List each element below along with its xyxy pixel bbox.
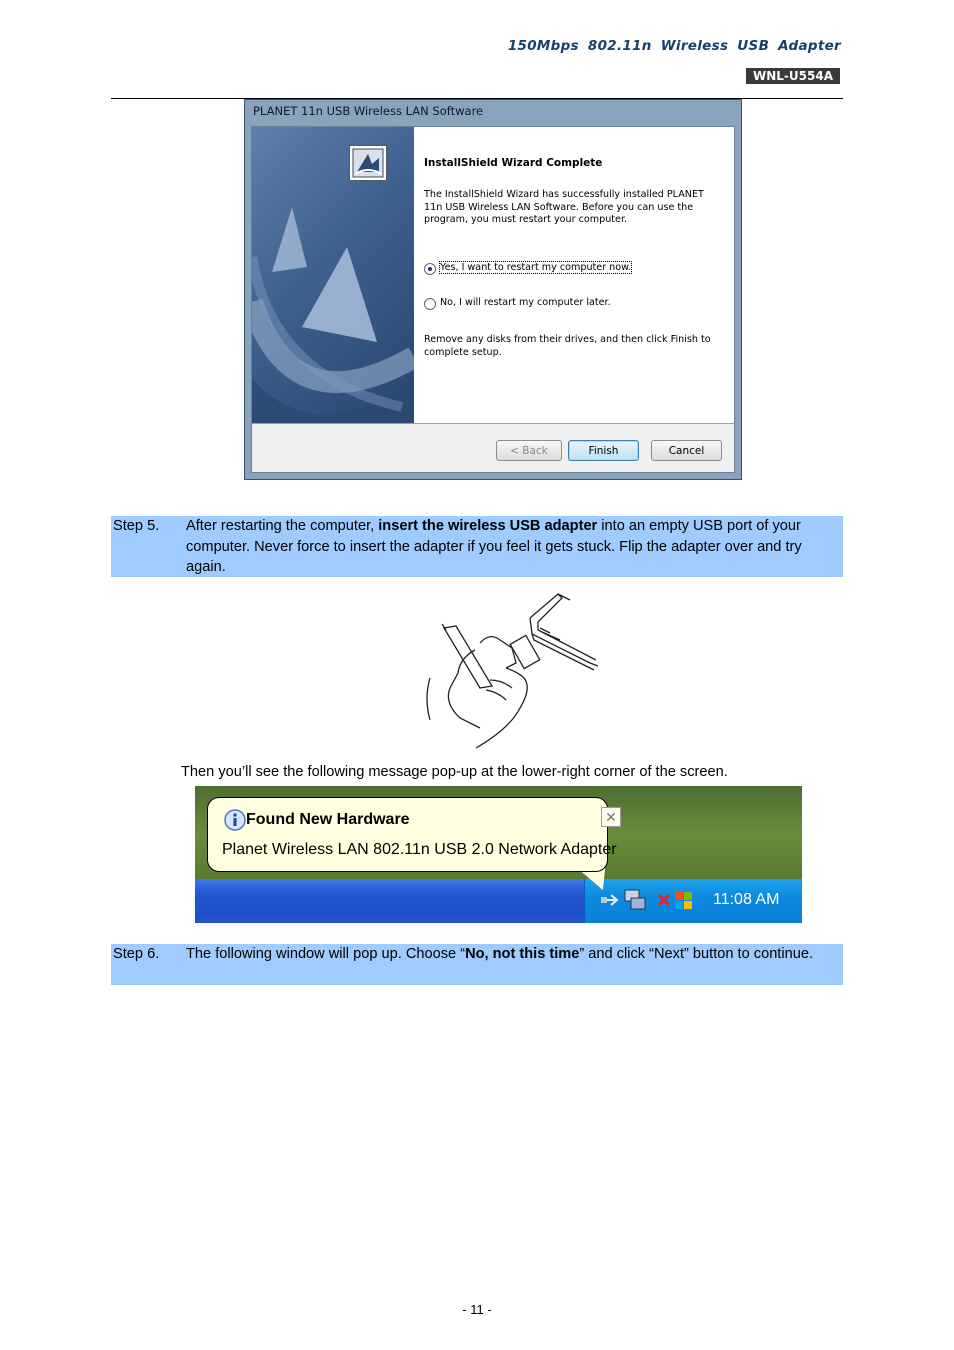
network-icon [625,890,645,909]
restart-now-radio[interactable] [424,263,436,275]
network-error-icon [659,895,669,905]
wizard-content [414,127,734,423]
usb-insert-illustration [420,588,605,753]
model-badge: WNL-U554A [746,68,840,84]
popup-note: Then you’ll see the following message pop-up at the lower-right corner of the screen. [181,764,728,780]
close-icon[interactable]: ✕ [601,807,621,827]
remove-disks-note: Remove any disks from their drives, and then click Finish to complete setup. [424,334,711,358]
step-5-box [111,516,843,577]
step-6-text-bold: No, not this time [465,946,580,962]
step-5-number: Step 5. [113,518,160,534]
restart-later-radio[interactable] [424,298,436,310]
cancel-button[interactable]: Cancel [651,440,722,461]
installshield-window [244,99,742,480]
step-6-number: Step 6. [113,946,160,962]
wizard-side-banner [252,127,414,423]
wizard-heading: InstallShield Wizard Complete [424,157,603,169]
step-5-text-a: After restarting the computer, [186,518,379,534]
back-button[interactable]: < Back [496,440,562,461]
sail-graphic [252,127,414,423]
taskbar-clock: 11:08 AM [713,891,780,908]
installshield-logo-icon [349,145,387,181]
page-number: - 11 - [462,1302,492,1317]
wizard-message: The InstallShield Wizard has successfully installed PLANET 11n USB Wireless LAN Software. Before you can use the program, you must restart your computer. [424,189,704,225]
restart-later-label[interactable]: No, I will restart my computer later. [440,297,611,308]
wizard-footer-divider [252,423,734,424]
step-6-box [111,944,843,985]
step-6-text-a: The following window will pop up. Choose “ [186,946,466,962]
wizard-panel [251,126,735,473]
security-icon [675,892,692,909]
step-5-text [186,516,835,578]
restart-now-label[interactable]: Yes, I want to restart my computer now. [440,262,632,273]
info-icon [224,809,246,831]
balloon-message: Planet Wireless LAN 802.11n USB 2.0 Network Adapter [222,841,617,858]
usb-device-icon [601,895,617,905]
finish-button[interactable]: Finish [568,440,639,461]
notification-balloon[interactable] [207,797,608,872]
window-title: PLANET 11n USB Wireless LAN Software [253,104,484,118]
step-5-text-bold: insert the wireless USB adapter [378,518,598,534]
balloon-title: Found New Hardware [246,811,410,828]
found-new-hardware-screenshot [195,786,802,923]
step-6-text [186,944,835,965]
step-6-text-b: ” and click “Next” button to continue. [579,946,814,962]
step-5-text-b: into an empty USB port of your computer. Never force to insert the adapter if you feel it gets stuck. Flip the adapter over and try again. [186,518,802,575]
document-header-title: 150Mbps 802.11n Wireless USB Adapter [507,38,841,54]
